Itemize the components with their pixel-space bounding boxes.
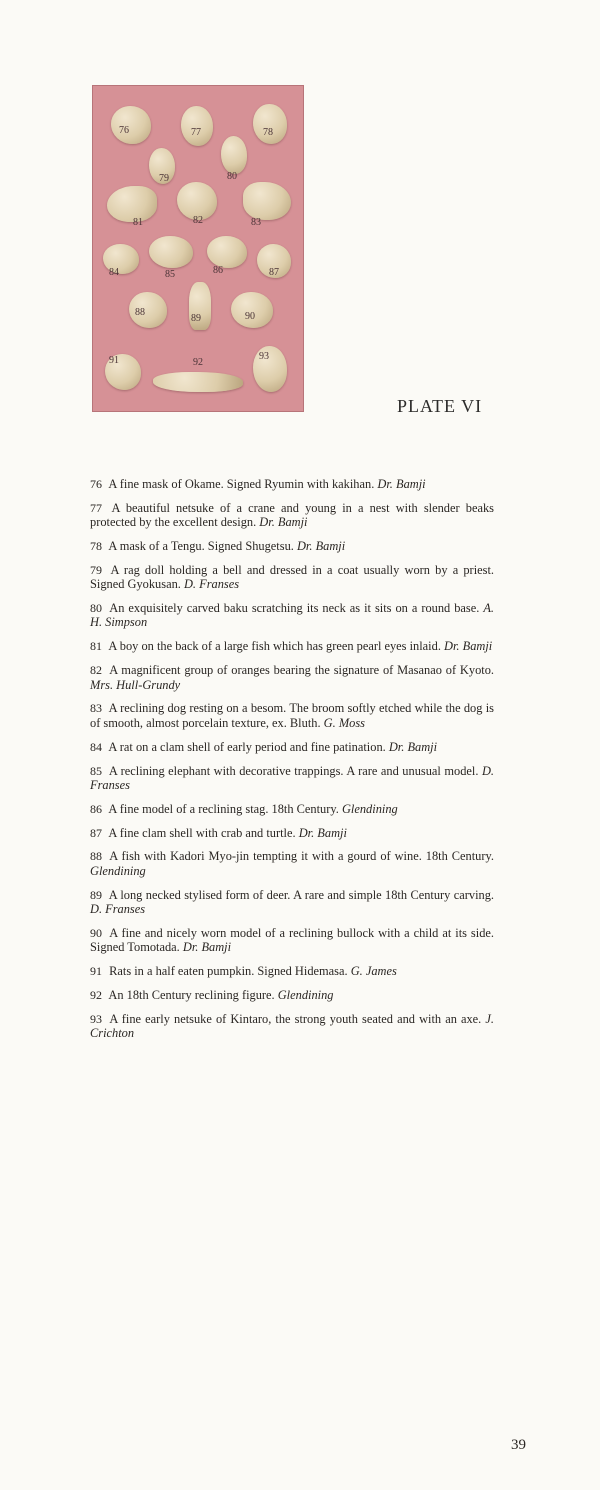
entry-number: 89 xyxy=(90,887,102,902)
key-number-90: 90 xyxy=(245,311,255,322)
entry-text: A fish with Kadori Myo-jin tempting it with a gourd of wine. 18th Century. xyxy=(109,849,494,864)
catalogue-entry xyxy=(90,501,494,530)
entry-owner: Dr. Bamji xyxy=(296,539,346,554)
netsuke-77 xyxy=(181,106,213,146)
catalogue-entry xyxy=(90,988,494,1002)
entry-text: An 18th Century reclining figure. xyxy=(108,987,275,1002)
entry-text: An exquisitely carved baku scratching its neck as it sits on a round base. xyxy=(109,601,480,616)
catalogue-entry xyxy=(90,601,494,630)
entry-text: Rats in a half eaten pumpkin. Signed Hidemasa. xyxy=(109,964,348,979)
entry-number: 81 xyxy=(90,639,102,654)
entry-number: 85 xyxy=(90,763,102,778)
entry-text: A rag doll holding a bell and dressed in a coat usually worn by a priest. Signed Gyokusan. xyxy=(90,562,494,592)
entry-number: 78 xyxy=(90,539,102,554)
entry-owner: Dr. Bamji xyxy=(388,739,438,754)
entry-owner: Dr. Bamji xyxy=(182,940,232,955)
netsuke-85 xyxy=(149,236,193,268)
netsuke-86 xyxy=(207,236,247,268)
catalogue-entry xyxy=(90,539,494,553)
entry-owner: Glendining xyxy=(90,863,146,878)
entry-number: 87 xyxy=(90,825,102,840)
key-number-86: 86 xyxy=(213,265,223,276)
entry-owner: Dr. Bamji xyxy=(377,477,426,491)
entry-owner: Glendining xyxy=(277,987,334,1002)
key-number-82: 82 xyxy=(193,215,203,226)
entry-text: A reclining dog resting on a besom. The broom softly etched while the dog is of smooth, almost porcelain texture, ex. Bluth. xyxy=(90,701,494,730)
netsuke-81 xyxy=(107,186,157,222)
entry-text: A fine clam shell with crab and turtle. xyxy=(108,825,296,840)
entry-text: A mask of a Tengu. Signed Shugetsu. xyxy=(108,539,294,554)
netsuke-83 xyxy=(243,182,291,220)
entry-number: 77 xyxy=(90,500,102,515)
key-number-93: 93 xyxy=(259,351,269,362)
entry-text: A beautiful netsuke of a crane and young in a nest with slender beaks protected by the excellent design. xyxy=(90,500,494,530)
entry-number: 80 xyxy=(90,601,102,616)
key-number-78: 78 xyxy=(263,127,273,138)
entry-owner: Mrs. Hull-Grundy xyxy=(90,677,181,692)
key-number-87: 87 xyxy=(269,267,279,278)
key-number-80: 80 xyxy=(227,171,237,182)
entry-number: 83 xyxy=(90,701,102,716)
key-number-81: 81 xyxy=(133,217,143,228)
entry-number: 88 xyxy=(90,849,102,864)
entry-owner: D. Franses xyxy=(183,577,240,592)
plate-key-image xyxy=(92,85,304,412)
entry-owner: Dr. Bamji xyxy=(444,639,493,654)
entry-number: 76 xyxy=(90,477,102,491)
catalogue-entry xyxy=(90,849,494,878)
key-number-89: 89 xyxy=(191,313,201,324)
entry-text: A fine and nicely worn model of a reclining bullock with a child at its side. Signed Tomotada. xyxy=(90,925,494,955)
catalogue-entry xyxy=(90,563,494,592)
key-number-83: 83 xyxy=(251,217,261,228)
entry-number: 92 xyxy=(90,987,102,1002)
entry-owner: D. Franses xyxy=(90,901,146,916)
entry-number: 79 xyxy=(90,562,102,577)
netsuke-76 xyxy=(111,106,151,144)
entry-owner: G. Moss xyxy=(323,715,365,730)
netsuke-80 xyxy=(221,136,247,174)
entry-owner: Glendining xyxy=(341,801,398,816)
entry-number: 82 xyxy=(90,663,102,678)
catalogue-entries xyxy=(90,477,494,1050)
entry-owner: Dr. Bamji xyxy=(298,825,347,840)
entry-owner: Dr. Bamji xyxy=(259,515,308,530)
key-number-85: 85 xyxy=(165,269,175,280)
entry-text: A long necked stylised form of deer. A rare and simple 18th Century carving. xyxy=(108,887,494,902)
entry-text: A fine early netsuke of Kintaro, the strong youth seated and with an axe. xyxy=(109,1011,482,1026)
catalogue-entry xyxy=(90,826,494,840)
entry-text: A fine mask of Okame. Signed Ryumin with kakihan. xyxy=(108,477,375,491)
key-number-76: 76 xyxy=(119,125,129,136)
entry-number: 84 xyxy=(90,739,102,754)
key-number-88: 88 xyxy=(135,307,145,318)
entry-number: 86 xyxy=(90,801,102,816)
entry-text: A boy on the back of a large fish which has green pearl eyes inlaid. xyxy=(108,639,441,654)
netsuke-90 xyxy=(231,292,273,328)
catalogue-entry xyxy=(90,639,494,653)
catalogue-entry xyxy=(90,701,494,730)
entry-text: A magnificent group of oranges bearing the signature of Masanao of Kyoto. xyxy=(109,663,494,678)
key-number-92: 92 xyxy=(193,357,203,368)
entry-number: 91 xyxy=(90,964,102,979)
key-number-79: 79 xyxy=(159,173,169,184)
entry-owner: A. H. Simpson xyxy=(90,601,494,630)
netsuke-92 xyxy=(153,372,243,392)
entry-text: A rat on a clam shell of early period and fine patination. xyxy=(108,739,386,754)
key-number-91: 91 xyxy=(109,355,119,366)
entry-owner: J. Crichton xyxy=(90,1011,494,1041)
catalogue-entry xyxy=(90,477,494,491)
key-number-84: 84 xyxy=(109,267,119,278)
catalogue-entry xyxy=(90,740,494,754)
catalogue-entry xyxy=(90,1012,494,1041)
entry-text: A fine model of a reclining stag. 18th Century. xyxy=(108,801,339,816)
catalogue-entry xyxy=(90,888,494,917)
plate-title: PLATE VI xyxy=(397,396,483,416)
page-number: 39 xyxy=(511,1437,526,1453)
catalogue-entry xyxy=(90,764,494,793)
key-number-77: 77 xyxy=(191,127,201,138)
entry-owner: D. Franses xyxy=(90,763,494,792)
netsuke-78 xyxy=(253,104,287,144)
entry-number: 93 xyxy=(90,1011,102,1026)
catalogue-entry xyxy=(90,802,494,816)
entry-text: A reclining elephant with decorative trappings. A rare and unusual model. xyxy=(108,763,479,778)
entry-number: 90 xyxy=(90,925,102,940)
catalogue-entry xyxy=(90,964,494,978)
entry-owner: G. James xyxy=(350,964,397,979)
catalogue-entry xyxy=(90,926,494,955)
catalogue-entry xyxy=(90,663,494,692)
